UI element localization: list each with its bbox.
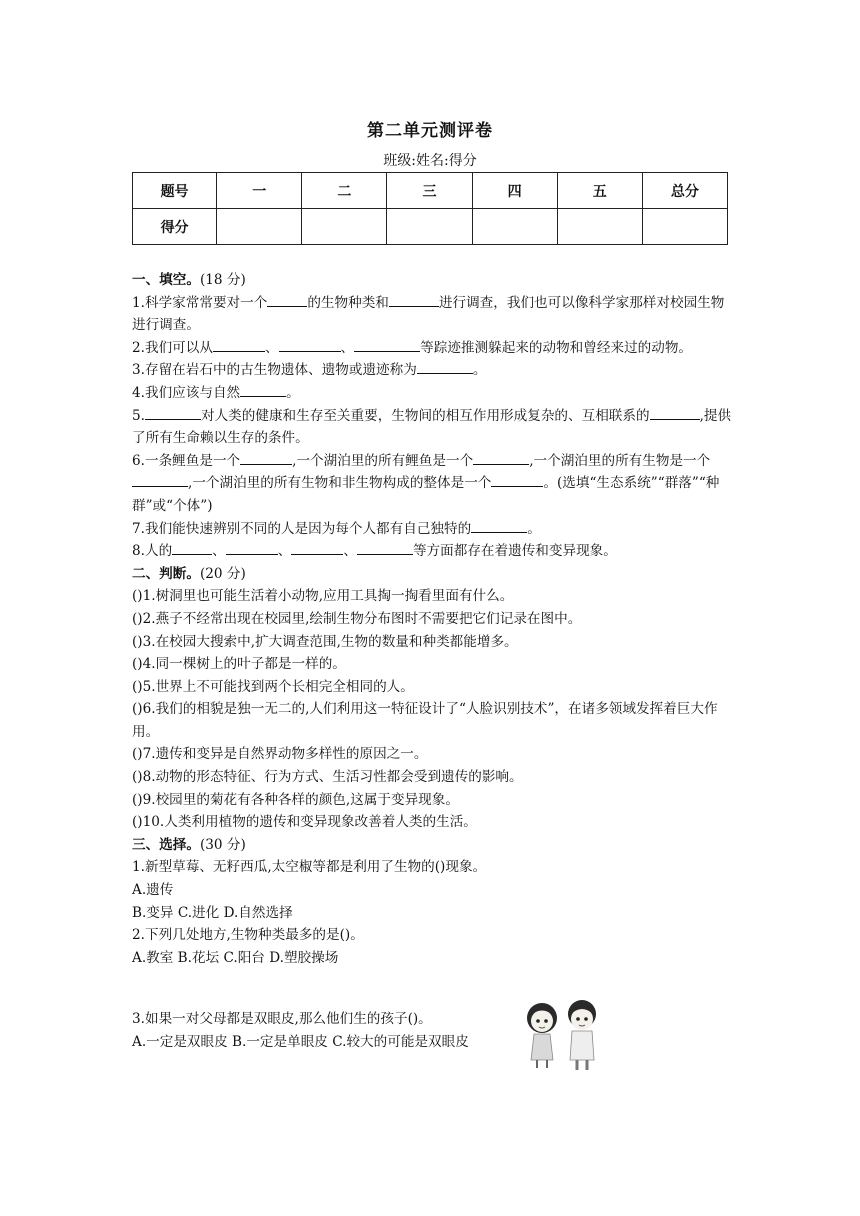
boy-figure [568, 1000, 596, 1070]
answer-blank[interactable] [357, 540, 413, 555]
section-title: 三、选择。 [132, 836, 200, 853]
answer-blank[interactable] [473, 450, 529, 465]
judge-item-4: ()4.同一棵树上的叶子都是一样的。 [132, 656, 346, 673]
section-points: (30 分) [199, 836, 246, 853]
answer-blank[interactable] [471, 518, 527, 533]
score-table-score-row [133, 209, 728, 245]
question-fill-8: 8.人的 、 、 、 等方面都存在着遗传和变异现象。 [132, 540, 732, 563]
section-title: 一、填空。 [132, 272, 200, 288]
student-info-line: 班级:姓名:得分 [383, 153, 477, 169]
score-entry-cell[interactable] [557, 209, 642, 245]
score-entry-cell[interactable] [302, 209, 387, 245]
choice-options: A.教室 B.花坛 C.阳台 D.塑胶操场 [132, 949, 339, 966]
answer-blank[interactable] [240, 382, 286, 397]
score-entry-cell[interactable] [387, 209, 472, 245]
table-cell: 四 [472, 173, 557, 209]
score-table [132, 172, 728, 245]
answer-blank[interactable] [172, 540, 212, 555]
judge-item-6: ()6.我们的相貌是独一无二的,人们利用这一特征设计了“人脸识别技术”，在诸多领域发挥着巨大作用。 [132, 701, 718, 740]
judge-item-1: ()1.树洞里也可能生活着小动物,应用工具掏一掏看里面有什么。 [132, 588, 514, 605]
choice-question-2: 2.下列几处地方,生物种类最多的是()。 [132, 927, 364, 944]
question-fill-4: 4.我们应该与自然 。 [132, 382, 732, 405]
choice-options: A.一定是双眼皮 B.一定是单眼皮 C.较大的可能是双眼皮 [132, 1034, 469, 1050]
judge-item-10: ()10.人类利用植物的遗传和变异现象改善着人类的生活。 [132, 814, 477, 831]
table-cell: 三 [387, 173, 472, 209]
answer-blank[interactable] [145, 405, 201, 420]
section-heading-choice [132, 834, 732, 857]
judge-item-3: ()3.在校园大搜索中,扩大调查范围,生物的数量和种类都能增多。 [132, 633, 518, 650]
judge-item-9: ()9.校园里的菊花有各种各样的颜色,这属于变异现象。 [132, 791, 459, 808]
answer-blank[interactable] [417, 359, 473, 374]
exam-content [132, 269, 732, 1054]
table-cell: 得分 [133, 209, 217, 245]
question-fill-5: 5. 对人类的健康和生存至关重要，生物间的相互作用形成复杂的、互相联系的 ,提供了所有生命赖以生存的条件。 [132, 405, 732, 450]
section-heading-true-false [132, 563, 732, 586]
girl-figure [527, 1003, 557, 1068]
answer-blank[interactable] [279, 337, 341, 352]
question-fill-7: 7.我们能快速辨别不同的人是因为每个人都有自己独特的 。 [132, 518, 732, 541]
score-entry-cell[interactable] [217, 209, 302, 245]
choice-options: B.变异 C.进化 D.自然选择 [132, 904, 293, 921]
choice-options: A.遗传 [132, 882, 174, 899]
question-fill-1: 1.科学家常常要对一个 的生物种类和 进行调查，我们也可以像科学家那样对校园生物进行调查。 [132, 292, 732, 337]
table-cell: 题号 [133, 173, 217, 209]
judge-item-2: ()2.燕子不经常出现在校园里,绘制生物分布图时不需要把它们记录在图中。 [132, 610, 582, 627]
section-title: 二、判断。 [132, 565, 200, 582]
question-fill-6: 6.一条鲤鱼是一个 ,一个湖泊里的所有鲤鱼是一个 ,一个湖泊里的所有生物是一个,一个湖泊里的所有生物和非生物构成的整体是一个 。(选填“生态系统”“群落”“种群”或“个体”) [132, 450, 732, 518]
answer-blank[interactable] [267, 292, 307, 307]
section-points: (20 分) [199, 565, 246, 582]
answer-blank[interactable] [240, 450, 292, 465]
table-cell: 总分 [642, 173, 727, 209]
table-cell: 一 [217, 173, 302, 209]
judge-item-7: ()7.遗传和变异是自然界动物多样性的原因之一。 [132, 746, 428, 763]
answer-blank[interactable] [226, 540, 278, 555]
score-entry-cell[interactable] [642, 209, 727, 245]
answer-blank[interactable] [389, 292, 439, 307]
table-cell: 二 [302, 173, 387, 209]
answer-blank[interactable] [491, 472, 543, 487]
answer-blank[interactable] [132, 472, 188, 487]
question-fill-2: 2.我们可以从 、 、 等踪迹推测躲起来的动物和曾经来过的动物。 [132, 337, 732, 360]
section-heading-fill-in [132, 269, 732, 292]
answer-blank[interactable] [650, 405, 700, 420]
section-points: (18 分) [199, 272, 246, 288]
answer-blank[interactable] [354, 337, 420, 352]
answer-blank[interactable] [291, 540, 343, 555]
score-table-header-row [133, 173, 728, 209]
choice-question-3: 3.如果一对父母都是双眼皮,那么他们生的孩子()。 [132, 1011, 432, 1028]
table-cell: 五 [557, 173, 642, 209]
girl-and-boy-illustration [520, 998, 610, 1072]
judge-item-8: ()8.动物的形态特征、行为方式、生活习性都会受到遗传的影响。 [132, 769, 523, 786]
page-title: 第二单元测评卷 [367, 121, 493, 141]
answer-blank[interactable] [213, 337, 265, 352]
question-fill-3: 3.存留在岩石中的古生物遗体、遗物或遗迹称为 。 [132, 359, 732, 382]
judge-item-5: ()5.世界上不可能找到两个长相完全相同的人。 [132, 678, 414, 695]
score-entry-cell[interactable] [472, 209, 557, 245]
choice-question-1: 1.新型草莓、无籽西瓜,太空椒等都是利用了生物的()现象。 [132, 859, 487, 876]
